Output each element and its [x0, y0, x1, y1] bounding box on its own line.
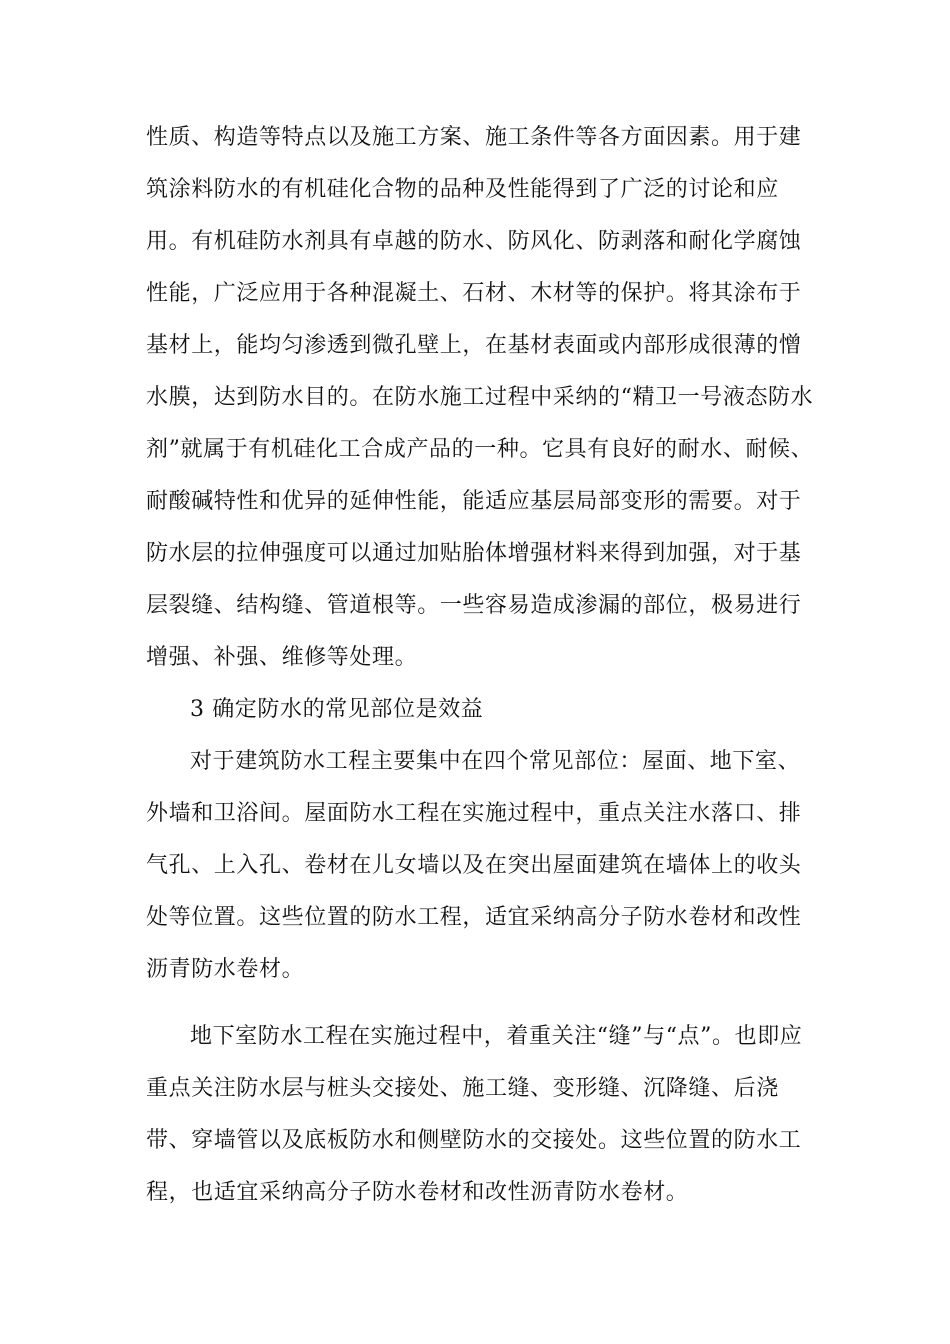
text-line: 剂”就属于有机硅化工合成产品的一种。它具有良好的耐水、耐候、 [146, 437, 814, 462]
text-line: 性能，广泛应用于各种混凝土、石材、木材等的保护。将其涂布于 [146, 281, 802, 306]
text-line: 水膜，达到防水目的。在防水施工过程中采纳的“精卫一号液态防水 [146, 385, 814, 410]
text-line: 处等位置。这些位置的防水工程，适宜采纳高分子防水卷材和改性 [146, 905, 802, 930]
text-line: 防水层的拉伸强度可以通过加贴胎体增强材料来得到加强，对于基 [146, 541, 802, 566]
text-line: 外墙和卫浴间。屋面防水工程在实施过程中，重点关注水落口、排 [146, 801, 802, 826]
text-line: 重点关注防水层与桩头交接处、施工缝、变形缝、沉降缝、后浇 [146, 1076, 779, 1101]
text-line: 增强、补强、维修等处理。 [146, 645, 418, 670]
section-heading: 3 确定防水的常见部位是效益 [190, 697, 484, 722]
text-line: 筑涂料防水的有机硅化合物的品种及性能得到了广泛的讨论和应 [146, 177, 779, 202]
text-line: 基材上，能均匀渗透到微孔壁上，在基材表面或内部形成很薄的憎 [146, 333, 802, 358]
text-line: 性质、构造等特点以及施工方案、施工条件等各方面因素。用于建 [146, 125, 802, 150]
text-line: 带、穿墙管以及底板防水和侧壁防水的交接处。这些位置的防水工 [146, 1128, 802, 1153]
text-line: 对于建筑防水工程主要集中在四个常见部位：屋面、地下室、 [190, 749, 801, 774]
text-line: 地下室防水工程在实施过程中，着重关注“缝”与“点”。也即应 [190, 1024, 803, 1049]
text-line: 层裂缝、结构缝、管道根等。一些容易造成渗漏的部位，极易进行 [146, 593, 802, 618]
text-line: 程，也适宜采纳高分子防水卷材和改性沥青防水卷材。 [146, 1180, 689, 1205]
text-line: 沥青防水卷材。 [146, 957, 305, 982]
text-line: 耐酸碱特性和优异的延伸性能，能适应基层局部变形的需要。对于 [146, 489, 802, 514]
text-line: 气孔、上入孔、卷材在儿女墙以及在突出屋面建筑在墙体上的收头 [146, 853, 802, 878]
text-line: 用。有机硅防水剂具有卓越的防水、防风化、防剥落和耐化学腐蚀 [146, 229, 802, 254]
